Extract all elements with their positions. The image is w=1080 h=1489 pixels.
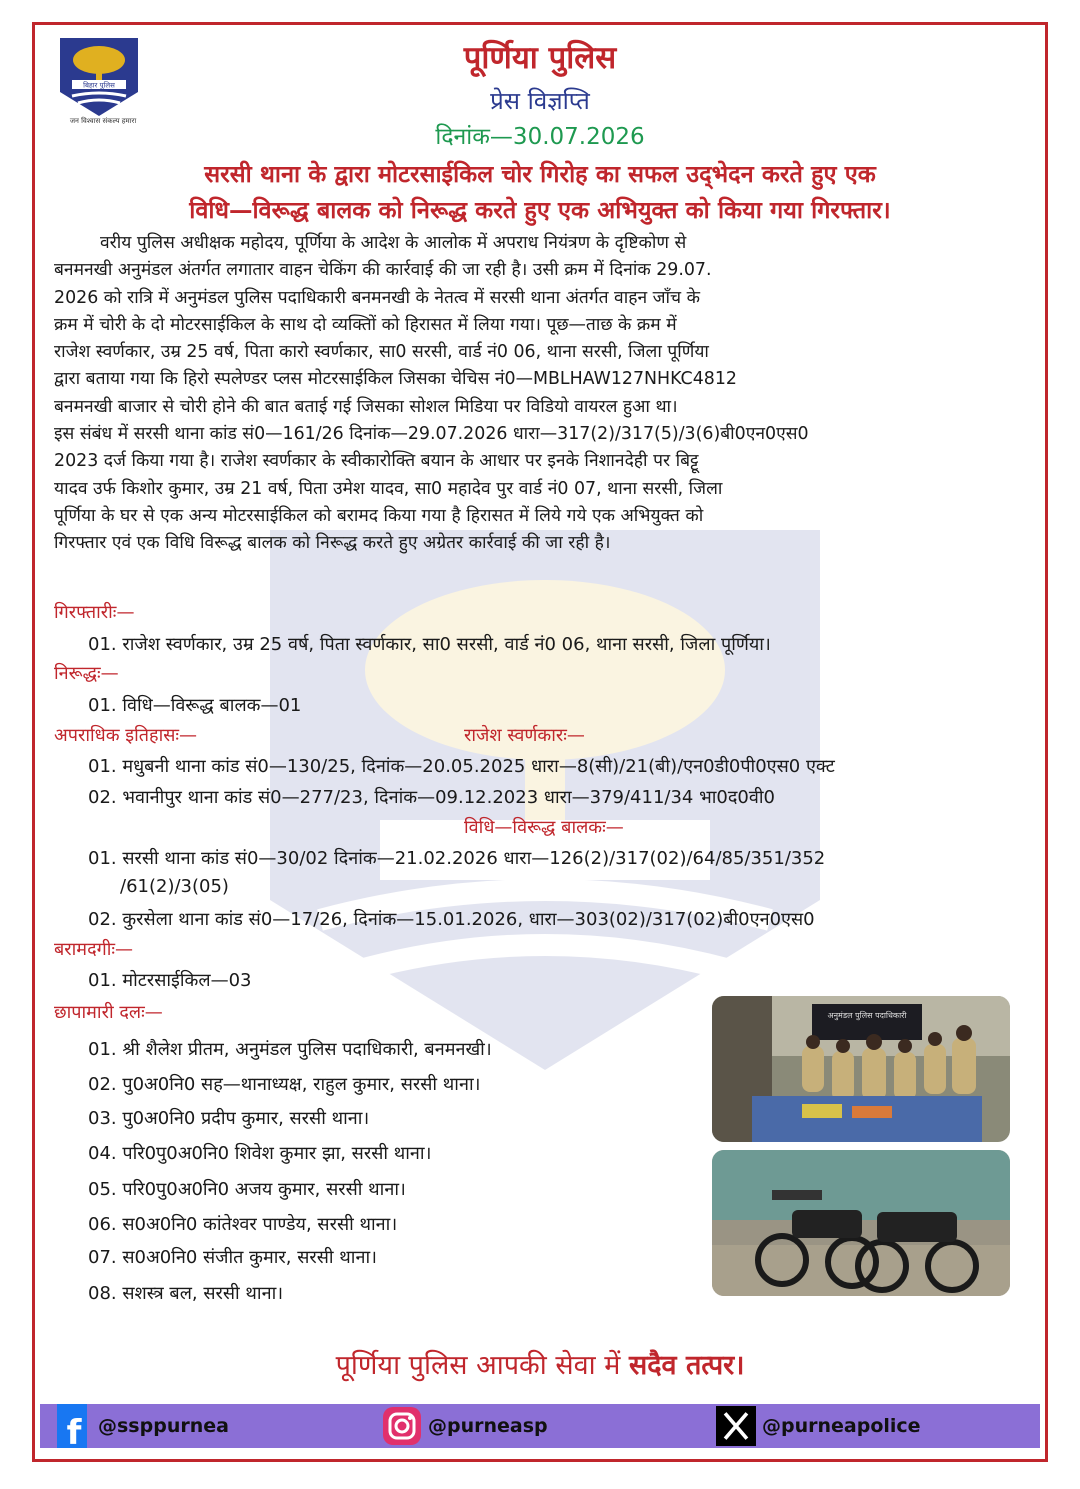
svg-text:f: f: [66, 1413, 82, 1448]
body-line: द्वारा बताया गया कि हिरो स्पलेण्डर प्लस मोटरसाईकिल जिसका चेचिस नं0—MBLHAW127NHKC4812: [54, 369, 737, 390]
history-item: 01. मधुबनी थाना कांड सं0—130/25, दिनांक—20.05.2025 धारा—8(सी)/21(बी)/एन0डी0पी0एस0 एक्ट: [88, 756, 835, 777]
body-line: क्रम में चोरी के दो मोटरसाईकिल के साथ दो व्यक्तिों को हिरासत में लिया गया। पूछ—ताछ के क्रम में: [54, 314, 677, 335]
x-icon: [716, 1404, 756, 1448]
arrested-heading: गिरफ्तारीः—: [54, 602, 135, 623]
headline-line: विधि—विरूद्ध बालक को निरूद्ध करते हुए एक अभियुक्त को किया गया गिरफ्तार।: [189, 196, 891, 224]
history-item: 01. सरसी थाना कांड सं0—30/02 दिनांक—21.02.2026 धारा—126(2)/317(02)/64/85/351/352: [88, 848, 826, 869]
recovered-item: 01. मोटरसाईकिल—03: [88, 970, 252, 991]
photo-police-team: [712, 996, 1010, 1142]
history-item: 02. कुरसेला थाना कांड सं0—17/26, दिनांक—15.01.2026, धारा—303(02)/317(02)बी0एन0एस0: [88, 909, 815, 930]
raid-team-member: 08. सशस्त्र बल, सरसी थाना।: [88, 1283, 284, 1304]
raid-team-member: 02. पु0अ0नि0 सह—थानाध्यक्ष, राहुल कुमार, सरसी थाना।: [88, 1074, 481, 1095]
person2-label: विधि—विरूद्ध बालकः—: [464, 817, 624, 838]
footer-slogan-emphasis: सदैव तत्पर।: [628, 1350, 745, 1381]
history-item: 02. भवानीपुर थाना कांड सं0—277/23, दिनांक—09.12.2023 धारा—379/411/34 भा0द0वी0: [88, 787, 775, 808]
body-line: राजेश स्वर्णकार, उम्र 25 वर्ष, पिता कारो स्वर्णकार, सा0 सरसी, वार्ड नं0 06, थाना सरसी, जिला पूर्णिया: [54, 342, 709, 363]
raid-team-heading: छापामारी दलः—: [54, 1002, 163, 1023]
detained-heading: निरूद्धः—: [54, 663, 119, 684]
body-line: गिरफ्तार एवं एक विधि विरूद्ध बालक को निरूद्ध करते हुए अग्रेतर कार्रवाई की जा रही है।: [54, 533, 611, 554]
headline: [52, 156, 1028, 228]
arrested-item: 01. राजेश स्वर्णकार, उम्र 25 वर्ष, पिता स्वर्णकार, सा0 सरसी, वार्ड नं0 06, थाना सरसी, जिला पूर्णिया।: [88, 634, 771, 655]
raid-team-member: 01. श्री शैलेश प्रीतम, अनुमंडल पुलिस पदाधिकारी, बनमनखी।: [88, 1039, 492, 1060]
headline-line: सरसी थाना के द्वारा मोटरसाईकिल चोर गिरोह का सफल उद्‌भेदन करते हुए एक: [204, 160, 876, 188]
body-line: इस संबंध में सरसी थाना कांड सं0—161/26 दिनांक—29.07.2026 धारा—317(2)/317(5)/3(6)बी0एन0एस0: [54, 424, 809, 445]
person1-label: राजेश स्वर्णकारः—: [464, 725, 585, 746]
release-date: दिनांक—30.07.2026: [435, 124, 645, 150]
page-title: पूर्णिया पुलिस: [463, 40, 617, 76]
instagram-handle: @purneasp: [428, 1415, 548, 1437]
x-handle: @purneapolice: [762, 1415, 921, 1437]
facebook-handle: @ssppurnea: [98, 1415, 229, 1437]
body-line: यादव उर्फ किशोर कुमार, उम्र 21 वर्ष, पिता उमेश यादव, सा0 महादेव पुर वार्ड नं0 07, थाना सरसी, जिला: [54, 478, 723, 499]
raid-team-member: 06. स0अ0नि0 कांतेश्वर पाण्डेय, सरसी थाना।: [88, 1214, 398, 1235]
body-line: वरीय पुलिस अधीक्षक महोदय, पूर्णिया के आदेश के आलोक में अपराध नियंत्रण के दृष्टिकोण से: [100, 233, 687, 253]
instagram-icon: [382, 1404, 422, 1448]
detained-item: 01. विधि—विरूद्ध बालक—01: [88, 695, 302, 716]
social-bar: [40, 1404, 1040, 1448]
photo-motorcycles: [712, 1150, 1010, 1296]
body-line: बनमनखी बाजार से चोरी होने की बात बताई गई जिसका सोशल मिडिया पर विडियो वायरल हुआ था।: [54, 396, 678, 417]
criminal-history-heading: अपराधिक इतिहासः—: [54, 725, 198, 746]
page-subtitle: प्रेस विज्ञप्ति: [490, 87, 590, 115]
body-line: 2023 दर्ज किया गया है। राजेश स्वर्णकार के स्वीकारोक्ति बयान के आधार पर इनके निशानदेही पर बिट्टू: [54, 451, 699, 472]
logo-text: बिहार पुलिस: [83, 81, 115, 90]
raid-team-member: 05. परि0पु0अ0नि0 अजय कुमार, सरसी थाना।: [88, 1179, 406, 1200]
body-paragraph: [54, 230, 1032, 558]
history-item-continued: /61(2)/3(05): [120, 876, 229, 897]
recovered-heading: बरामदगीः—: [54, 939, 134, 960]
raid-team-member: 04. परि0पु0अ0नि0 शिवेश कुमार झा, सरसी थाना।: [88, 1143, 432, 1164]
footer-slogan-text: पूर्णिया पुलिस आपकी सेवा में: [335, 1350, 621, 1381]
footer-slogan: [0, 1345, 1080, 1382]
x-link[interactable]: [716, 1404, 921, 1448]
facebook-link[interactable]: [52, 1404, 229, 1448]
facebook-icon: [52, 1404, 92, 1448]
body-line: पूर्णिया के घर से एक अन्य मोटरसाईकिल को बरामद किया गया है हिरासत में लिये गये एक अभियुक्त को: [54, 505, 704, 526]
body-line: बनमनखी अनुमंडल अंतर्गत लगातार वाहन चेकिंग की कार्रवाई की जा रही है। उसी क्रम में दिनांक 29.07.: [54, 260, 712, 281]
instagram-link[interactable]: [382, 1404, 548, 1448]
raid-team-member: 03. पु0अ0नि0 प्रदीप कुमार, सरसी थाना।: [88, 1108, 370, 1129]
logo-tagline: जन विश्वास संकल्प हमारा: [69, 117, 137, 125]
photo-sign-text: अनुमंडल पुलिस पदाधिकारी: [827, 1011, 907, 1020]
body-line: 2026 को रात्रि में अनुमंडल पुलिस पदाधिकारी बनमनखी के नेतत्व में सरसी थाना अंतर्गत वाहन जाँच के: [54, 287, 700, 308]
raid-team-member: 07. स0अ0नि0 संजीत कुमार, सरसी थाना।: [88, 1247, 377, 1268]
